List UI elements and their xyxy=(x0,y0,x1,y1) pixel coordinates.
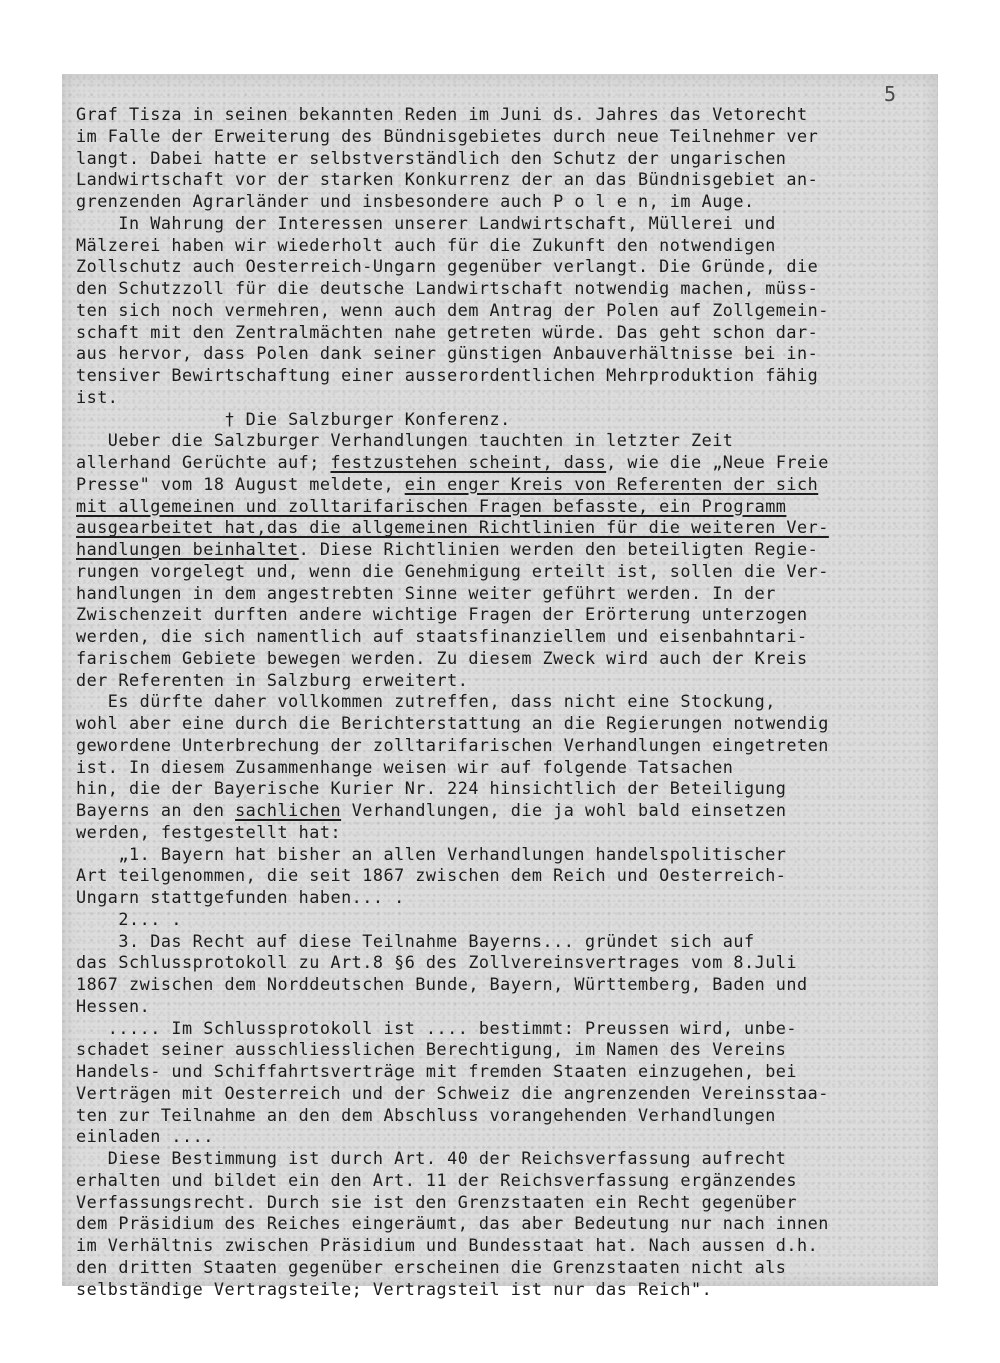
document-body xyxy=(76,104,932,1300)
line-text: . Diese Richtlinien werden den beteiligten Regie- xyxy=(298,539,819,559)
line-text: den dritten Staaten gegenüber erscheinen die Grenzstaaten nicht als xyxy=(76,1256,787,1277)
line-text: Diese Bestimmung ist durch Art. 40 der Reichsverfassung aufrecht xyxy=(76,1148,787,1168)
line-text: dem Präsidium des Reiches eingeräumt, das aber Bedeutung nur nach innen xyxy=(76,1213,829,1234)
underlined-text: festzustehen scheint, dass xyxy=(330,452,607,472)
text-line xyxy=(76,1279,932,1301)
text-line xyxy=(76,583,932,605)
line-text: werden, festgestellt hat: xyxy=(76,821,342,842)
text-line xyxy=(76,735,932,757)
text-line xyxy=(76,844,932,866)
line-text: einladen .... xyxy=(76,1126,214,1147)
line-text: im Verhältnis zwischen Präsidium und Bundesstaat hat. Nach aussen d.h. xyxy=(76,1235,819,1255)
underlined-text: ein enger Kreis von Referenten der sich xyxy=(404,473,819,494)
text-line xyxy=(76,952,932,974)
line-text: ten sich noch vermehren, wenn auch dem Antrag der Polen auf Zollgemein- xyxy=(76,299,829,320)
line-text: hin, die der Bayerische Kurier Nr. 224 hinsichtlich der Beteiligung xyxy=(76,778,787,799)
line-text: Bayerns an den xyxy=(76,800,236,820)
line-text: Ueber die Salzburger Verhandlungen tauchten in letzter Zeit xyxy=(76,430,734,451)
text-line xyxy=(76,278,932,300)
text-line xyxy=(76,1213,932,1235)
text-line xyxy=(76,1148,932,1170)
line-text: Verhandlungen, die ja wohl bald einsetzen xyxy=(341,800,787,820)
line-text: langt. Dabei hatte er selbstverständlich den Schutz der ungarischen xyxy=(76,147,787,168)
line-text: Verfassungsrecht. Durch sie ist den Grenzstaaten ein Recht gegenüber xyxy=(76,1191,798,1212)
text-line xyxy=(76,148,932,170)
line-text: Verträgen mit Oesterreich und der Schweiz die angrenzenden Vereinsstaa- xyxy=(76,1082,829,1103)
text-line xyxy=(76,670,932,692)
text-line xyxy=(76,365,932,387)
text-line xyxy=(76,343,932,365)
text-line xyxy=(76,800,932,822)
text-line xyxy=(76,691,932,713)
line-text: Landwirtschaft vor der starken Konkurrenz der an das Bündnisgebiet an- xyxy=(76,169,819,190)
text-line xyxy=(76,909,932,931)
line-text: gewordene Unterbrechung der zolltarifarischen Verhandlungen eingetreten xyxy=(76,734,829,755)
text-line xyxy=(76,1061,932,1083)
line-text: Ungarn stattgefunden haben... . xyxy=(76,887,405,907)
text-line xyxy=(76,1018,932,1040)
line-text: selbständige Vertragsteile; Vertragsteil ist nur das Reich". xyxy=(76,1278,713,1299)
line-text: Zollschutz auch Oesterreich-Ungarn gegenüber verlangt. Die Gründe, die xyxy=(76,256,819,277)
line-text: 1867 zwischen dem Norddeutschen Bunde, Bayern, Württemberg, Baden und xyxy=(76,974,808,994)
line-text: grenzenden Agrarländer und insbesondere auch P o l e n, im Auge. xyxy=(76,191,755,211)
line-text: allerhand Gerüchte auf; xyxy=(76,452,331,472)
text-line xyxy=(76,974,932,996)
text-line xyxy=(76,474,932,496)
text-line xyxy=(76,778,932,800)
text-line xyxy=(76,430,932,452)
line-text: Art teilgenommen, die seit 1867 zwischen dem Reich und Oesterreich- xyxy=(76,865,787,886)
line-text: ..... Im Schlussprotokoll ist .... bestimmt: Preussen wird, unbe- xyxy=(76,1017,798,1038)
text-line xyxy=(76,452,932,474)
line-text: tensiver Bewirtschaftung einer ausserordentlichen Mehrproduktion fähig xyxy=(76,365,819,385)
text-line xyxy=(76,104,932,126)
line-text: rungen vorgelegt und, wenn die Genehmigung erteilt ist, sollen die Ver- xyxy=(76,560,829,581)
line-text: werden, die sich namentlich auf staatsfinanziellem und eisenbahntari- xyxy=(76,626,808,646)
text-line xyxy=(76,626,932,648)
line-text: † Die Salzburger Konferenz. xyxy=(76,408,511,429)
text-line xyxy=(76,169,932,191)
underlined-text: handlungen beinhaltet xyxy=(76,539,299,559)
line-text: , wie die „Neue Freie xyxy=(606,452,829,472)
line-text: ist. In diesem Zusammenhange weisen wir auf folgende Tatsachen xyxy=(76,756,734,777)
line-text: In Wahrung der Interessen unserer Landwirtschaft, Müllerei und xyxy=(76,212,776,233)
text-line xyxy=(76,213,932,235)
text-line xyxy=(76,300,932,322)
line-text: im Falle der Erweiterung des Bündnisgebietes durch neue Teilnehmer ver xyxy=(76,125,819,146)
line-text: wohl aber eine durch die Berichterstattung an die Regierungen notwendig xyxy=(76,713,829,733)
line-text: ten zur Teilnahme an den dem Abschluss vorangehenden Verhandlungen xyxy=(76,1104,776,1125)
text-line xyxy=(76,822,932,844)
line-text: Graf Tisza in seinen bekannten Reden im Juni ds. Jahres das Vetorecht xyxy=(76,104,808,124)
line-text: 2... . xyxy=(76,908,183,929)
line-text: schadet seiner ausschliesslichen Berechtigung, im Namen des Vereins xyxy=(76,1039,787,1060)
text-line xyxy=(76,713,932,735)
text-line xyxy=(76,1105,932,1127)
text-line xyxy=(76,604,932,626)
line-text: handlungen in dem angestrebten Sinne weiter geführt werden. In der xyxy=(76,582,776,603)
text-line xyxy=(76,1257,932,1279)
underlined-text: sachlichen xyxy=(235,800,342,820)
line-text: Es dürfte daher vollkommen zutreffen, dass nicht eine Stockung, xyxy=(76,691,776,712)
text-line xyxy=(76,1126,932,1148)
text-line xyxy=(76,517,932,539)
text-line xyxy=(76,496,932,518)
line-text: Handels- und Schiffahrtsverträge mit fremden Staaten einzugehen, bei xyxy=(76,1061,798,1081)
underlined-text: ausgearbeitet hat,das die allgemeinen Richtlinien für die weiteren Ver- xyxy=(76,517,829,538)
line-text: Hessen. xyxy=(76,995,151,1016)
text-line xyxy=(76,322,932,344)
line-text: Zwischenzeit durften andere wichtige Fragen der Erörterung unterzogen xyxy=(76,604,808,625)
text-line xyxy=(76,387,932,409)
text-line xyxy=(76,931,932,953)
text-line xyxy=(76,1083,932,1105)
text-line xyxy=(76,757,932,779)
text-line xyxy=(76,865,932,887)
text-line xyxy=(76,409,932,431)
line-text: farischem Gebiete bewegen werden. Zu diesem Zweck wird auch der Kreis xyxy=(76,647,808,668)
line-text: Presse" vom 18 August meldete, xyxy=(76,473,405,494)
text-line xyxy=(76,1170,932,1192)
page-number: 5 xyxy=(883,82,896,106)
text-line xyxy=(76,235,932,257)
text-line xyxy=(76,996,932,1018)
text-line xyxy=(76,561,932,583)
line-text: erhalten und bildet ein den Art. 11 der Reichsverfassung ergänzendes xyxy=(76,1169,798,1190)
line-text: das Schlussprotokoll zu Art.8 §6 des Zollvereinsvertrages vom 8.Juli xyxy=(76,952,798,973)
text-line xyxy=(76,1039,932,1061)
text-line xyxy=(76,1235,932,1257)
line-text: „1. Bayern hat bisher an allen Verhandlungen handelspolitischer xyxy=(76,843,787,864)
line-text: der Referenten in Salzburg erweitert. xyxy=(76,669,469,690)
text-line xyxy=(76,126,932,148)
text-line xyxy=(76,1192,932,1214)
text-line xyxy=(76,648,932,670)
line-text: 3. Das Recht auf diese Teilnahme Bayerns... gründet sich auf xyxy=(76,930,755,951)
line-text: den Schutzzoll für die deutsche Landwirtschaft notwendig machen, müss- xyxy=(76,278,819,298)
text-line xyxy=(76,256,932,278)
line-text: Mälzerei haben wir wiederholt auch für die Zukunft den notwendigen xyxy=(76,234,776,255)
line-text: aus hervor, dass Polen dank seiner günstigen Anbauverhältnisse bei in- xyxy=(76,343,819,364)
underlined-text: mit allgemeinen und zolltarifarischen Fragen befasste, ein Programm xyxy=(76,495,787,516)
text-line xyxy=(76,887,932,909)
text-line xyxy=(76,191,932,213)
text-line xyxy=(76,539,932,561)
line-text: ist. xyxy=(76,386,119,407)
typewritten-page xyxy=(62,74,938,1299)
line-text: schaft mit den Zentralmächten nahe getreten würde. Das geht schon dar- xyxy=(76,321,819,342)
